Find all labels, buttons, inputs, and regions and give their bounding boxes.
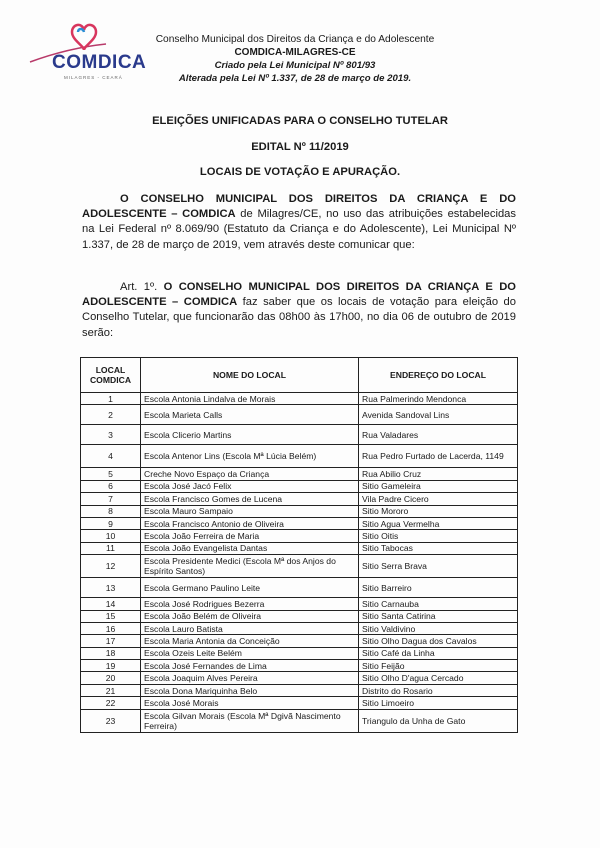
cell-num: 3 <box>81 425 141 445</box>
title-locations: LOCAIS DE VOTAÇÃO E APURAÇÃO. <box>199 166 401 178</box>
cell-num: 11 <box>81 542 141 554</box>
cell-nome: Escola Presidente Medici (Escola Mª dos Anjos do Espírito Santos) <box>141 555 359 578</box>
cell-num: 14 <box>81 598 141 610</box>
cell-nome: Escola Maria Antonia da Conceição <box>141 635 359 647</box>
cell-num: 16 <box>81 622 141 634</box>
cell-num: 9 <box>81 517 141 529</box>
cell-endereco: Sitio Gameleira <box>359 480 518 492</box>
article-text: faz saber que os locais de votação para eleição do Conselho Tutelar, que funcionarão das 08h00 às 17h00, no dia 06 de outubro de 2019 serão: <box>82 296 516 339</box>
cell-endereco: Sitio Olho Dagua dos Cavalos <box>359 635 518 647</box>
article-number: Art. 1º. <box>120 281 158 293</box>
cell-nome: Escola Ozeis Leite Belém <box>141 647 359 659</box>
cell-nome: Escola Dona Mariquinha Belo <box>141 684 359 696</box>
cell-endereco: Triangulo da Unha de Gato <box>359 709 518 732</box>
cell-nome: Escola Germano Paulino Leite <box>141 578 359 598</box>
cell-endereco: Avenida Sandoval Lins <box>359 405 518 425</box>
cell-num: 17 <box>81 635 141 647</box>
cell-num: 6 <box>81 480 141 492</box>
cell-nome: Escola Gilvan Morais (Escola Mª Dgivã Nascimento Ferreira) <box>141 709 359 732</box>
header-nome: NOME DO LOCAL <box>141 358 359 393</box>
cell-endereco: Rua Pedro Furtado de Lacerda, 1149 <box>359 445 518 468</box>
cell-num: 12 <box>81 555 141 578</box>
cell-num: 8 <box>81 505 141 517</box>
cell-num: 15 <box>81 610 141 622</box>
cell-num: 23 <box>81 709 141 732</box>
cell-endereco: Sitio Valdivino <box>359 622 518 634</box>
table-row <box>81 517 518 529</box>
cell-endereco: Rua Abilio Cruz <box>359 468 518 480</box>
cell-nome: Escola Marieta Calls <box>141 405 359 425</box>
table-row <box>81 684 518 696</box>
table-row <box>81 480 518 492</box>
cell-endereco: Sitio Olho D'agua Cercado <box>359 672 518 684</box>
table-row <box>81 697 518 709</box>
cell-nome: Escola Antenor Lins (Escola Mª Lúcia Belém) <box>141 445 359 468</box>
header-line-1: Conselho Municipal dos Direitos da Criança e do Adolescente <box>155 34 435 45</box>
header-endereco: ENDEREÇO DO LOCAL <box>359 358 518 393</box>
table-row <box>81 635 518 647</box>
cell-endereco: Sitio Oitis <box>359 530 518 542</box>
cell-num: 21 <box>81 684 141 696</box>
table-row <box>81 555 518 578</box>
cell-endereco: Sitio Agua Vermelha <box>359 517 518 529</box>
cell-nome: Escola João Evangelista Dantas <box>141 542 359 554</box>
header-local: LOCAL COMDICA <box>81 358 141 393</box>
cell-endereco: Sitio Barreiro <box>359 578 518 598</box>
comdica-logo <box>28 18 158 82</box>
table-row <box>81 610 518 622</box>
cell-nome: Creche Novo Espaço da Criança <box>141 468 359 480</box>
cell-nome: Escola Joaquim Alves Pereira <box>141 672 359 684</box>
cell-nome: Escola Lauro Batista <box>141 622 359 634</box>
cell-endereco: Sitio Limoeiro <box>359 697 518 709</box>
cell-endereco: Sitio Santa Catirina <box>359 610 518 622</box>
cell-nome: Escola João Belém de Oliveira <box>141 610 359 622</box>
cell-endereco: Sitio Carnauba <box>359 598 518 610</box>
cell-num: 7 <box>81 493 141 505</box>
table-row <box>81 622 518 634</box>
table-row <box>81 405 518 425</box>
voting-locations-table <box>80 357 518 733</box>
table-row <box>81 425 518 445</box>
paragraph-article-1 <box>82 280 516 341</box>
table-row <box>81 505 518 517</box>
cell-num: 10 <box>81 530 141 542</box>
cell-num: 2 <box>81 405 141 425</box>
paragraph-intro-bold: O CONSELHO MUNICIPAL DOS DIREITOS DA CRIANÇA E DO ADOLESCENTE – COMDICA <box>82 193 516 221</box>
header-line-2: COMDICA-MILAGRES-CE <box>234 47 356 58</box>
table-row <box>81 542 518 554</box>
cell-num: 1 <box>81 393 141 405</box>
cell-num: 5 <box>81 468 141 480</box>
cell-nome: Escola Francisco Gomes de Lucena <box>141 493 359 505</box>
table-row <box>81 647 518 659</box>
cell-num: 22 <box>81 697 141 709</box>
cell-nome: Escola Antonia Lindalva de Morais <box>141 393 359 405</box>
title-elections: ELEIÇÕES UNIFICADAS PARA O CONSELHO TUTELAR <box>152 115 448 127</box>
cell-endereco: Vila Padre Cicero <box>359 493 518 505</box>
cell-nome: Escola Mauro Sampaio <box>141 505 359 517</box>
cell-nome: Escola José Fernandes de Lima <box>141 660 359 672</box>
cell-nome: Escola José Jacó Felix <box>141 480 359 492</box>
cell-num: 4 <box>81 445 141 468</box>
table-row <box>81 393 518 405</box>
cell-endereco: Sitio Tabocas <box>359 542 518 554</box>
cell-num: 13 <box>81 578 141 598</box>
cell-endereco: Rua Palmerindo Mendonca <box>359 393 518 405</box>
table-row <box>81 660 518 672</box>
table-row <box>81 709 518 732</box>
cell-num: 18 <box>81 647 141 659</box>
table-row <box>81 468 518 480</box>
cell-endereco: Sitio Feijão <box>359 660 518 672</box>
table-header-row <box>81 358 518 393</box>
table-row <box>81 598 518 610</box>
table-row <box>81 493 518 505</box>
cell-endereco: Distrito do Rosario <box>359 684 518 696</box>
table-row <box>81 530 518 542</box>
cell-num: 19 <box>81 660 141 672</box>
header-line-3: Criado pela Lei Municipal Nº 801/93 <box>214 60 376 71</box>
document-header <box>140 33 450 85</box>
logo-subtext: MILAGRES - CEARÁ <box>64 75 123 80</box>
cell-nome: Escola João Ferreira de Maria <box>141 530 359 542</box>
cell-endereco: Rua Valadares <box>359 425 518 445</box>
paragraph-intro <box>82 192 516 253</box>
table-row <box>81 672 518 684</box>
title-edital: EDITAL Nº 11/2019 <box>251 141 349 153</box>
table-row <box>81 578 518 598</box>
logo-text: COMDICA <box>52 52 147 73</box>
cell-nome: Escola Clicerio Martins <box>141 425 359 445</box>
cell-nome: Escola José Rodrigues Bezerra <box>141 598 359 610</box>
header-line-4: Alterada pela Lei Nº 1.337, de 28 de março de 2019. <box>178 73 412 84</box>
cell-num: 20 <box>81 672 141 684</box>
article-bold: O CONSELHO MUNICIPAL DOS DIREITOS DA CRIANÇA E DO ADOLESCENTE – COMDICA <box>82 281 516 309</box>
cell-endereco: Sitio Mororo <box>359 505 518 517</box>
cell-endereco: Sitio Café da Linha <box>359 647 518 659</box>
cell-endereco: Sitio Serra Brava <box>359 555 518 578</box>
table-row <box>81 445 518 468</box>
paragraph-intro-text: de Milagres/CE, no uso das atribuições estabelecidas na Lei Federal nº 8.069/90 (Estatuto da Criança e do Adolescente), Lei Municipal Nº 1.337, de 28 de março de 2019, vem através deste comunicar que: <box>82 208 516 251</box>
cell-nome: Escola Francisco Antonio de Oliveira <box>141 517 359 529</box>
cell-nome: Escola José Morais <box>141 697 359 709</box>
